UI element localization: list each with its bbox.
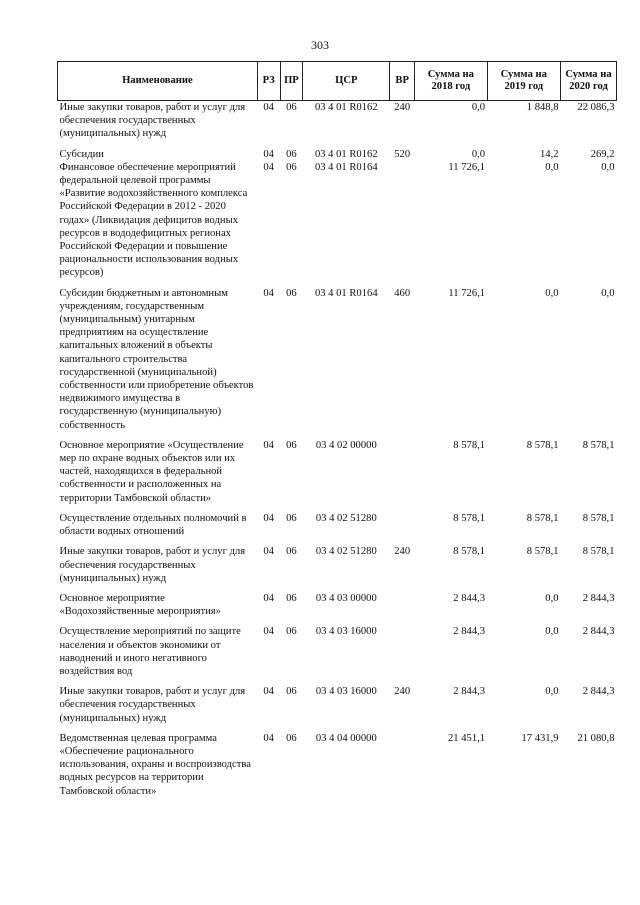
row-sum-2020: 8 578,1 <box>582 439 615 451</box>
row-pr: 06 <box>286 592 297 604</box>
row-name: Иные закупки товаров, работ и услуг для обеспечения государственных (муниципальных) нужд <box>59 102 246 140</box>
row-sum-2018: 8 578,1 <box>453 439 486 451</box>
row-sum-2018: 2 844,3 <box>453 592 486 604</box>
row-sum-2019: 0,0 <box>545 592 559 604</box>
row-name: Финансовое обеспечение мероприятий федеральной целевой программы «Развитие водохозяйственного комплекса Российской Федерации в 2012 - 2020 годах» (Ликвидация дефицитов водных ресурсов в вододефицитных регионах Российской Федерации и повышение рациональности использования водных ресурсов) <box>59 161 248 279</box>
row-csr: 03 4 04 00000 <box>315 732 377 744</box>
row-csr: 03 4 01 R0164 <box>314 161 378 173</box>
row-pr: 06 <box>286 626 297 638</box>
row-sum-2019: 14,2 <box>540 148 559 160</box>
header-rz: РЗ <box>257 62 280 101</box>
row-sum-2018: 8 578,1 <box>453 546 486 558</box>
row-pr: 06 <box>286 102 297 113</box>
row-sum-2020: 2 844,3 <box>582 592 615 604</box>
row-sum-2020: 8 578,1 <box>582 512 615 524</box>
row-rz: 04 <box>263 686 274 698</box>
row-vr <box>390 432 415 505</box>
row-rz: 04 <box>263 512 274 524</box>
header-sum-2018: Сумма на 2018 год <box>415 62 487 101</box>
row-csr: 03 4 01 R0162 <box>314 102 378 113</box>
table-row <box>58 618 617 678</box>
row-sum-2019: 0,0 <box>545 686 559 698</box>
row-name: Иные закупки товаров, работ и услуг для обеспечения государственных (муниципальных) нужд <box>59 546 246 584</box>
row-csr: 03 4 03 00000 <box>315 592 377 604</box>
row-sum-2018: 0,0 <box>471 148 486 160</box>
table-row <box>58 101 617 141</box>
table-row <box>58 141 617 161</box>
row-sum-2019: 0,0 <box>545 287 559 299</box>
row-name: Иные закупки товаров, работ и услуг для обеспечения государственных (муниципальных) нужд <box>59 686 246 724</box>
row-csr: 03 4 01 R0162 <box>314 148 378 160</box>
row-vr: 240 <box>394 686 411 698</box>
row-sum-2019: 0,0 <box>545 161 559 173</box>
row-rz: 04 <box>263 592 274 604</box>
row-sum-2018: 0,0 <box>471 102 486 113</box>
row-vr: 520 <box>394 148 411 160</box>
table-row <box>58 678 617 725</box>
row-rz: 04 <box>263 626 274 638</box>
row-sum-2019: 0,0 <box>545 626 559 638</box>
row-pr: 06 <box>286 161 297 173</box>
row-vr <box>390 505 415 538</box>
table-header <box>58 62 617 101</box>
table-row <box>58 432 617 505</box>
row-sum-2020: 21 080,8 <box>577 732 615 744</box>
row-csr: 03 4 02 51280 <box>315 546 377 558</box>
row-name: Осуществление отдельных полномочий в области водных отношений <box>59 512 247 538</box>
row-sum-2018: 11 726,1 <box>448 287 486 299</box>
row-pr: 06 <box>286 287 297 299</box>
row-sum-2019: 1 848,8 <box>526 102 559 113</box>
row-sum-2020: 269,2 <box>590 148 615 160</box>
row-rz: 04 <box>263 161 274 173</box>
row-pr: 06 <box>286 732 297 744</box>
page-number: 303 <box>311 38 329 52</box>
row-pr: 06 <box>286 686 297 698</box>
row-sum-2020: 0,0 <box>601 161 615 173</box>
row-vr <box>390 618 415 678</box>
table-row <box>58 585 617 618</box>
row-sum-2019: 17 431,9 <box>521 732 559 744</box>
header-name: Наименование <box>58 62 258 101</box>
row-pr: 06 <box>286 546 297 558</box>
row-pr: 06 <box>286 512 297 524</box>
header-vr: ВР <box>390 62 415 101</box>
row-sum-2018: 2 844,3 <box>453 626 486 638</box>
row-sum-2018: 8 578,1 <box>453 512 486 524</box>
row-sum-2020: 22 086,3 <box>577 102 615 113</box>
row-pr: 06 <box>286 148 297 160</box>
row-sum-2018: 11 726,1 <box>448 161 486 173</box>
table-body <box>58 101 617 798</box>
row-sum-2018: 2 844,3 <box>453 686 486 698</box>
header-sum-2019: Сумма на 2019 год <box>487 62 560 101</box>
row-name: Основное мероприятие «Водохозяйственные мероприятия» <box>59 592 221 618</box>
header-pr: ПР <box>280 62 303 101</box>
row-csr: 03 4 03 16000 <box>315 626 377 638</box>
table-row <box>58 538 617 585</box>
table-row <box>58 505 617 538</box>
table-row <box>58 280 617 432</box>
row-vr <box>390 585 415 618</box>
header-sum-2020: Сумма на 2020 год <box>561 62 617 101</box>
budget-table <box>57 61 617 798</box>
row-csr: 03 4 02 51280 <box>315 512 377 524</box>
row-name: Осуществление мероприятий по защите населения и объектов экономики от наводнений и иного негативного воздействия вод <box>59 626 241 677</box>
row-sum-2018: 21 451,1 <box>447 732 486 744</box>
row-sum-2019: 8 578,1 <box>526 546 559 558</box>
row-vr <box>390 725 415 798</box>
row-name: Ведомственная целевая программа «Обеспечение рационального использования, охраны и воспроизводства водных ресурсов на территории Тамбовской области» <box>59 732 251 797</box>
row-csr: 03 4 03 16000 <box>315 686 377 698</box>
row-rz: 04 <box>263 732 274 744</box>
row-sum-2020: 0,0 <box>601 287 615 299</box>
row-sum-2020: 2 844,3 <box>582 626 615 638</box>
row-vr: 240 <box>394 102 411 113</box>
row-rz: 04 <box>263 439 274 451</box>
row-rz: 04 <box>263 287 274 299</box>
row-sum-2020: 8 578,1 <box>582 546 615 558</box>
row-name: Основное мероприятие «Осуществление мер по охране водных объектов или их частей, находящихся в федеральной собственности и расположенных на территории Тамбовской области» <box>59 439 244 504</box>
row-pr: 06 <box>286 439 297 451</box>
row-vr <box>390 161 415 280</box>
header-csr: ЦСР <box>303 62 390 101</box>
row-rz: 04 <box>263 102 274 113</box>
row-name: Субсидии бюджетным и автономным учреждениям, государственным (муниципальным) унитарным предприятиям на осуществление капитальных вложений в объекты капитального строительства государственной (муниципальной) собственности или приобретение объектов недвижимого имущества в государственную (муниципальную) собственность <box>59 287 254 431</box>
row-sum-2019: 8 578,1 <box>526 439 559 451</box>
row-sum-2019: 8 578,1 <box>526 512 559 524</box>
table-row <box>58 161 617 280</box>
table-row <box>58 725 617 798</box>
row-csr: 03 4 01 R0164 <box>314 287 378 299</box>
row-rz: 04 <box>263 546 274 558</box>
row-sum-2020: 2 844,3 <box>582 686 615 698</box>
row-rz: 04 <box>263 148 274 160</box>
row-name: Субсидии <box>59 148 104 160</box>
row-vr: 240 <box>394 546 411 558</box>
row-csr: 03 4 02 00000 <box>315 439 377 451</box>
row-vr: 460 <box>394 287 411 299</box>
